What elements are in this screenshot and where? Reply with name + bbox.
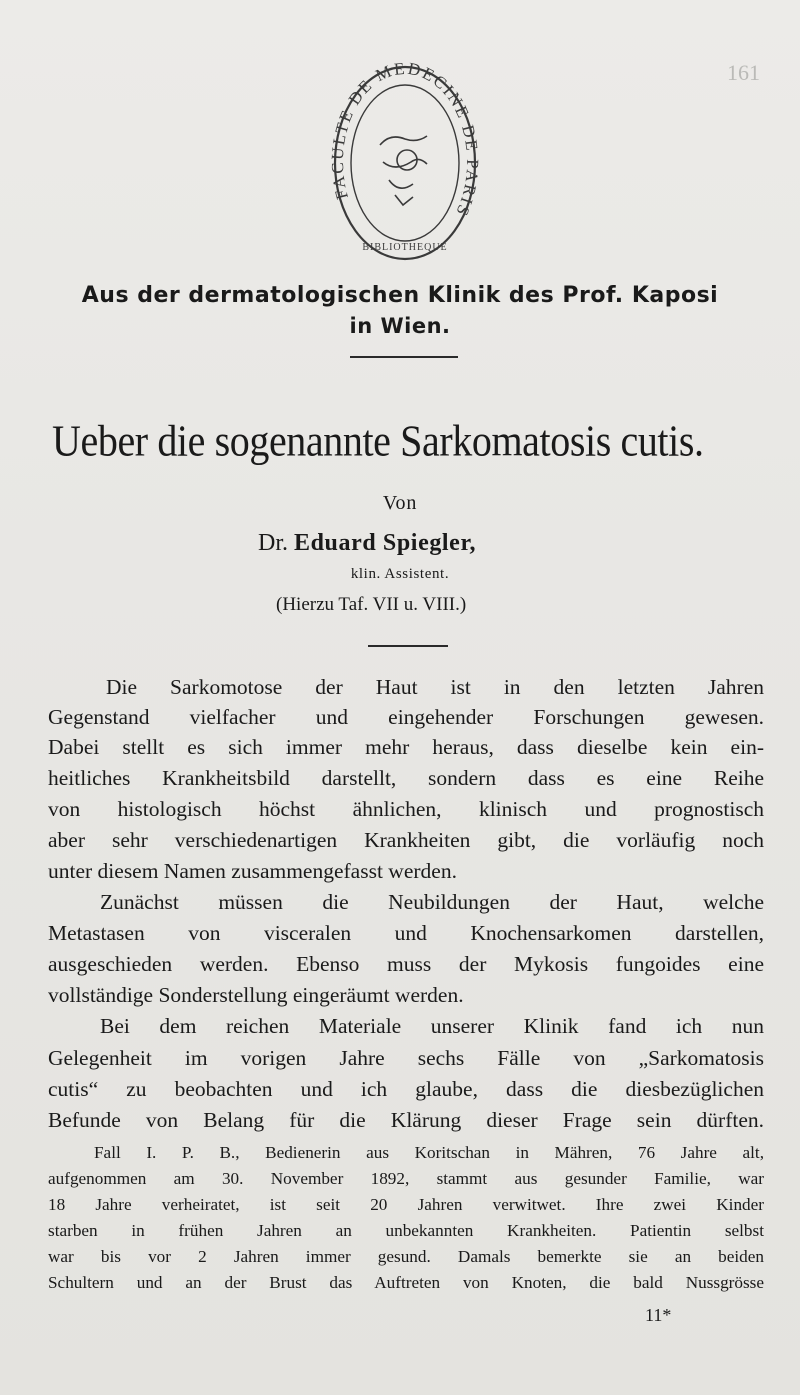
- author-role: klin. Assistent.: [350, 566, 450, 582]
- body-line: unter diesem Namen zusammengefasst werden.: [48, 859, 457, 883]
- stamp-text-bottom: BIBLIOTHEQUE: [362, 242, 448, 253]
- author-name: [258, 530, 476, 557]
- signature-mark: 11*: [645, 1305, 672, 1325]
- body-line: cutis“ zu beobachten und ich glaube, dass die diesbezüglichen: [48, 1077, 764, 1101]
- article-title: Ueber die sogenannte Sarkomatosis cutis.: [52, 415, 704, 466]
- institute-line-1: Aus der dermatologischen Klinik des Prof. Kaposi: [81, 283, 719, 308]
- case-line: 18 Jahre verheiratet, ist seit 20 Jahren verwitwet. Ihre zwei Kinder: [48, 1195, 764, 1214]
- body-line: Die Sarkomotose der Haut ist in den letzten Jahren: [106, 675, 764, 699]
- library-stamp: [325, 60, 485, 265]
- case-line: aufgenommen am 30. November 1892, stammt aus gesunder Familie, war: [48, 1169, 764, 1188]
- case-line: Schultern und an der Brust das Auftreten von Knoten, die bald Nussgrösse: [48, 1273, 764, 1292]
- body-line: Zunächst müssen die Neubildungen der Haut, welche: [100, 890, 764, 914]
- body-line: Gelegenheit im vorigen Jahre sechs Fälle von „Sarkomatosis: [48, 1046, 764, 1070]
- body-line: Metastasen von visceralen und Knochensarkomen darstellen,: [48, 921, 764, 945]
- body-line: Bei dem reichen Materiale unserer Klinik fand ich nun: [100, 1014, 764, 1038]
- body-line: Gegenstand vielfacher und eingehender Forschungen gewesen.: [48, 705, 764, 729]
- author-title: Dr.: [258, 530, 288, 556]
- stamp-emblem-icon: [380, 136, 427, 205]
- byline-von: Von: [382, 492, 418, 514]
- page-number: 161: [727, 60, 760, 85]
- body-line: vollständige Sonderstellung eingeräumt werden.: [48, 983, 464, 1007]
- body-line: von histologisch höchst ähnlichen, klinisch und prognostisch: [48, 797, 764, 821]
- author-fullname: Eduard Spiegler,: [294, 530, 477, 556]
- institute-line-2: in Wien.: [349, 314, 451, 338]
- case-line: starben in frühen Jahren an unbekannten Krankheiten. Patientin selbst: [48, 1221, 764, 1240]
- plates-reference: (Hierzu Taf. VII u. VIII.): [276, 594, 467, 615]
- divider-rule-2: [368, 645, 448, 647]
- body-line: aber sehr verschiedenartigen Krankheiten gibt, die vorläufig noch: [48, 828, 764, 852]
- svg-text:FACULTE DE MEDECINE DE PARIS: [328, 60, 482, 220]
- divider-rule: [350, 356, 458, 358]
- body-line: heitliches Krankheitsbild darstellt, sondern dass es eine Reihe: [48, 766, 764, 790]
- body-line: Befunde von Belang für die Klärung dieser Frage sein dürften.: [48, 1108, 764, 1132]
- case-line: war bis vor 2 Jahren immer gesund. Damals bemerkte sie an beiden: [48, 1247, 764, 1266]
- stamp-text-outer: FACULTE DE MEDECINE DE PARIS: [327, 60, 483, 221]
- body-line: ausgeschieden werden. Ebenso muss der Mykosis fungoides eine: [48, 952, 764, 976]
- case-line: Fall I. P. B., Bedienerin aus Koritschan in Mähren, 76 Jahre alt,: [94, 1143, 764, 1162]
- body-line: Dabei stellt es sich immer mehr heraus, dass dieselbe kein ein-: [48, 735, 764, 759]
